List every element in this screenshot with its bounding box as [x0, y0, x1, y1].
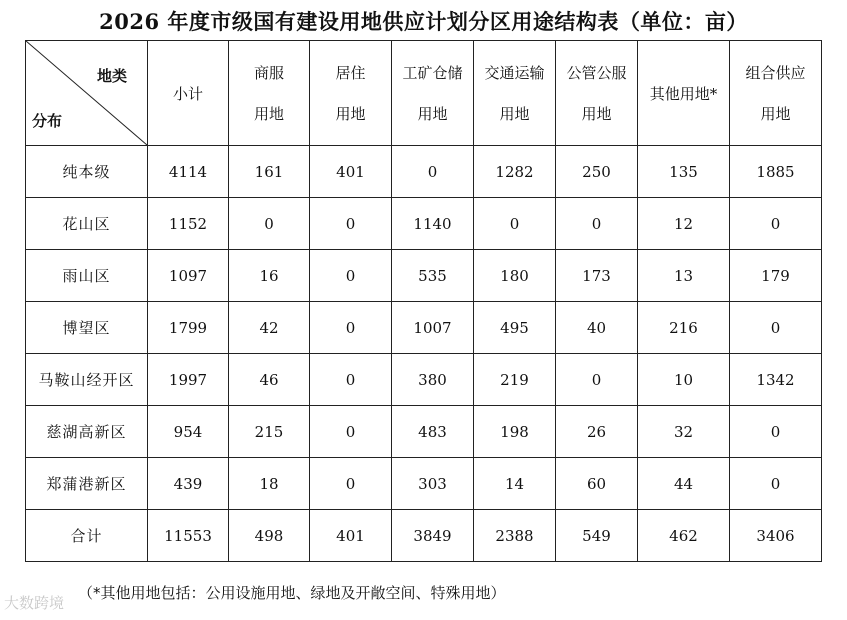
table-cell: 535: [392, 250, 474, 302]
table-cell: 3406: [730, 510, 822, 562]
col-header-combined: [730, 41, 822, 146]
col-header-label-line2: 用地: [335, 105, 366, 123]
row-label: 纯本级: [26, 146, 148, 198]
table-cell: 40: [556, 302, 638, 354]
table-cell: 1097: [148, 250, 229, 302]
table-cell: 401: [310, 510, 392, 562]
table-cell: 439: [148, 458, 229, 510]
col-header-label: 居住: [335, 64, 366, 82]
table-cell: 1140: [392, 198, 474, 250]
corner-label-land-type: 地类: [96, 67, 127, 85]
col-header-industrial: [392, 41, 474, 146]
table-cell: 1997: [148, 354, 229, 406]
table-cell: 1282: [474, 146, 556, 198]
table-cell: 42: [229, 302, 310, 354]
table-cell: 26: [556, 406, 638, 458]
table-cell: 0: [310, 198, 392, 250]
table-cell: 46: [229, 354, 310, 406]
table-cell: 954: [148, 406, 229, 458]
page-title: 2026 年度市级国有建设用地供应计划分区用途结构表（单位：亩）: [99, 9, 748, 34]
table-cell: 0: [474, 198, 556, 250]
col-header-transport: [474, 41, 556, 146]
land-supply-table: [25, 40, 822, 562]
table-cell: 549: [556, 510, 638, 562]
table-cell: 10: [638, 354, 730, 406]
table-cell: 180: [474, 250, 556, 302]
table-cell: 4114: [148, 146, 229, 198]
col-header-label: 公管公服: [566, 64, 627, 82]
table-cell: 1342: [730, 354, 822, 406]
col-header-label: 其他用地*: [649, 84, 718, 103]
col-header-label: 交通运输: [484, 64, 545, 82]
table-cell: 498: [229, 510, 310, 562]
col-header-label: 商服: [253, 64, 284, 82]
col-header-residential: [310, 41, 392, 146]
table-cell: 14: [474, 458, 556, 510]
row-label: 博望区: [26, 302, 148, 354]
row-label: 郑蒲港新区: [26, 458, 148, 510]
table-cell: 18: [229, 458, 310, 510]
table-cell: 1885: [730, 146, 822, 198]
table-cell: 16: [229, 250, 310, 302]
table-cell: 380: [392, 354, 474, 406]
table-cell: 1799: [148, 302, 229, 354]
table-cell: 0: [556, 198, 638, 250]
table-cell: 173: [556, 250, 638, 302]
row-label: 慈湖高新区: [26, 406, 148, 458]
table-cell: 32: [638, 406, 730, 458]
col-header-label: 工矿仓储: [402, 64, 463, 82]
table-cell: 216: [638, 302, 730, 354]
table-row: [26, 354, 822, 406]
table-cell: 60: [556, 458, 638, 510]
col-header-subtotal: [148, 41, 229, 146]
table-cell: 303: [392, 458, 474, 510]
col-header-label-line2: 用地: [499, 105, 530, 123]
table-cell: 0: [730, 406, 822, 458]
table-cell: 1152: [148, 198, 229, 250]
table-cell: 0: [392, 146, 474, 198]
table-row: [26, 406, 822, 458]
table-row: [26, 198, 822, 250]
table-cell: 462: [638, 510, 730, 562]
table-header-row: [26, 41, 822, 146]
footnote: （*其他用地包括：公用设施用地、绿地及开敞空间、特殊用地）: [78, 584, 506, 602]
table-cell: 179: [730, 250, 822, 302]
table-cell: 219: [474, 354, 556, 406]
row-label: 雨山区: [26, 250, 148, 302]
row-label: 合计: [26, 510, 148, 562]
col-header-label: 组合供应: [745, 64, 806, 82]
table-cell: 401: [310, 146, 392, 198]
table-cell: 0: [730, 458, 822, 510]
table-cell: 0: [730, 198, 822, 250]
table-cell: 2388: [474, 510, 556, 562]
col-header-commercial: [229, 41, 310, 146]
corner-header-cell: [26, 41, 148, 146]
corner-label-distribution: 分布: [32, 112, 63, 130]
table-cell: 0: [310, 406, 392, 458]
table-row: [26, 146, 822, 198]
table-cell: 198: [474, 406, 556, 458]
table-cell: 0: [229, 198, 310, 250]
row-label: 马鞍山经开区: [26, 354, 148, 406]
table-cell: 0: [310, 354, 392, 406]
col-header-public-service: [556, 41, 638, 146]
table-cell: 495: [474, 302, 556, 354]
table-cell: 3849: [392, 510, 474, 562]
col-header-label-line2: 用地: [417, 105, 448, 123]
table-cell: 11553: [148, 510, 229, 562]
table-cell: 0: [310, 458, 392, 510]
table-cell: 1007: [392, 302, 474, 354]
table-row: [26, 302, 822, 354]
col-header-label-line2: 用地: [581, 105, 612, 123]
table-cell: 0: [310, 302, 392, 354]
table-cell: 12: [638, 198, 730, 250]
table-cell: 44: [638, 458, 730, 510]
table-cell: 250: [556, 146, 638, 198]
table-row: [26, 458, 822, 510]
table-cell: 215: [229, 406, 310, 458]
table-cell: 161: [229, 146, 310, 198]
table-cell: 0: [310, 250, 392, 302]
col-header-other: [638, 41, 730, 146]
table-row: [26, 250, 822, 302]
col-header-label-line2: 用地: [253, 105, 284, 123]
table-total-row: [26, 510, 822, 562]
watermark: 大数跨境: [4, 594, 65, 612]
table-cell: 135: [638, 146, 730, 198]
col-header-label: 小计: [172, 84, 203, 103]
table-cell: 0: [556, 354, 638, 406]
table-cell: 0: [730, 302, 822, 354]
col-header-label-line2: 用地: [760, 105, 791, 123]
table-cell: 13: [638, 250, 730, 302]
row-label: 花山区: [26, 198, 148, 250]
table-cell: 483: [392, 406, 474, 458]
